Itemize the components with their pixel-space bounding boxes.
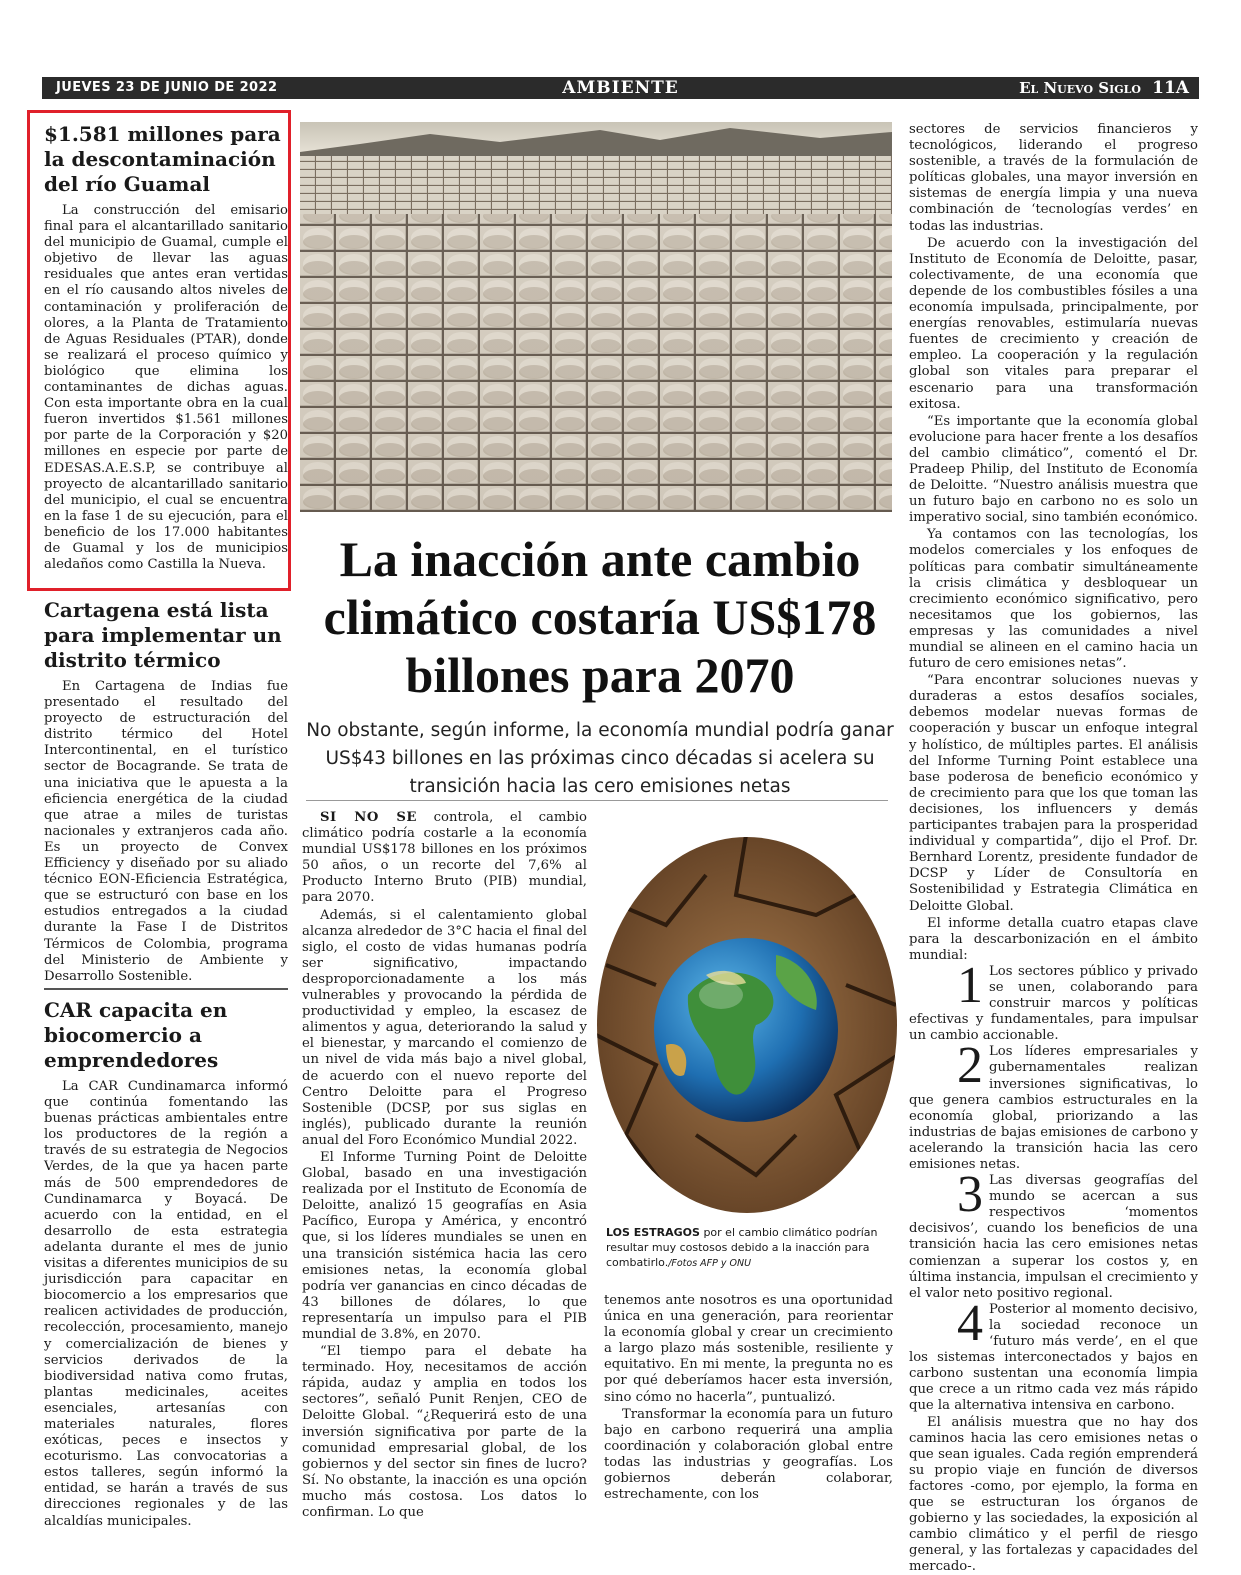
paragraph: El Informe Turning Point de Deloitte Global, basado en una investigación realizada por el Instituto de Economía de Deloitte, analizó 15 geografías en Asia Pacífico, Europa y América, y encontró que, si los líderes mundiales se unen en una transición sistémica hacia las cero emisiones netas, la economía global podría ver ganancias en cinco décadas de 43 billones de dólares, lo que representaría un impulso para el PIB mundial de 3.8%, en 2070. — [302, 1150, 587, 1343]
paragraph: El análisis muestra que no hay dos caminos hacia las cero emisiones netas o que sean iguales. Cada región emprenderá su propio viaje en función de diversos factores -como, por ejemplo, la forma en que se estructuran los órganos de gobierno y las sociedades, la exposición al cambio climático y el perfil de riesgo general, y las fortalezas y capacidades del mercado-. — [909, 1415, 1198, 1575]
step-2 — [909, 1044, 1198, 1173]
step-text: Los sectores público y privado se unen, colaborando para construir marcos y políticas efectivas y fundamentales, para impulsar un cambio accionable. — [909, 964, 1198, 1044]
paragraph: De acuerdo con la investigación del Instituto de Economía de Deloitte, pasar, colectivamente, de una economía que depende de los combustibles fósiles a una economía impulsada, principalmente, por energías renovables, estimularía nuevas fuentes de crecimiento y creación de empleo. La cooperación y la regulación global son vitales para preparar el escenario para una transformación exitosa. — [909, 236, 1198, 413]
issue-date: JUEVES 23 DE JUNIO DE 2022 — [56, 80, 277, 95]
paragraph: Además, si el calentamiento global alcanza alrededor de 3°C hacia el final del siglo, el costo de vidas humanas podría ser significativo, impactando desproporcionadamente a los más vulnerables y provocando la pérdida de productividad y empleo, la escasez de alimentos y agua, deteriorando la salud y el bienestar, y marcando el comienzo de un nivel de vida más bajo a nivel global, de acuerdo con el nuevo reporte del Centro Deloitte para el Progreso Sostenible (DCSP, por sus siglas en inglés), publicado durante la reunión anual del Foro Económico Mundial 2022. — [302, 908, 587, 1149]
brief-body: La CAR Cundinamarca informó que continúa fomentando las buenas prácticas ambientales entre los productores de la región a través de su estrategia de Negocios Verdes, de la que ya hacen parte más de 500 emprendedores de Cundinamarca y Boyacá. De acuerdo con la entidad, en el desarrollo de esta estrategia adelanta durante el mes de junio visitas a diferentes municipios de su jurisdicción para capacitar en biocomercio a los empresarios que realicen actividades de producción, recolección, procesamiento, manejo y comercialización de bienes y servicios derivados de la biodiversidad nativa como frutas, plantas medicinales, aceites esenciales, artesanías con materiales naturales, flores exóticas, peces e insectos y ecoturismo. Las convocatorias a estos talleres, según informó la entidad, se harán a través de sus direcciones regionales y de las alcaldías municipales. — [44, 1079, 288, 1530]
main-subhead: No obstante, según informe, la economía mundial podría ganar US$43 billones en las próximas cinco décadas si acelera su transición hacia las cero emisiones netas — [300, 717, 900, 801]
step-number: 2 — [957, 1046, 983, 1086]
brief-guamal — [44, 122, 288, 573]
photo-caption — [606, 1225, 896, 1271]
paragraph: controla, el cambio climático podría costarle a la economía mundial US$178 billones en los próximos 50 años, o un recorte del 7,6% al Producto Interno Bruto (PIB) mundial, para 2070. — [302, 810, 587, 905]
divider — [44, 988, 288, 990]
brief-title: $1.581 millones para la descontaminación del río Guamal — [44, 122, 288, 197]
globe-cracked-earth-photo — [596, 835, 898, 1215]
main-headline: La inacción ante cambio climático costaría US$178 billones para 2070 — [300, 530, 900, 704]
photo-credit: /Fotos AFP y ONU — [668, 1258, 751, 1269]
step-text: Las diversas geografías del mundo se acercan a sus respectivos ‘momentos decisivos’, cuando los beneficios de una transición hacia las cero emisiones netas comienzan a superar los costos y, en última instancia, impulsan el crecimiento y el valor neto positivo regional. — [909, 1173, 1198, 1302]
paragraph: “El tiempo para el debate ha terminado. Hoy, necesitamos de acción rápida, audaz y amplia en todos los sectores”, señaló Punit Renjen, CEO de Deloitte Global. “¿Requerirá esto de una inversión significativa por parte de la comunidad empresarial global, de los gobiernos y del sector sin fines de lucro? Sí. No obstante, la inacción es una opción mucho más costosa. Los datos lo confirman. Lo que — [302, 1344, 587, 1521]
step-4 — [909, 1302, 1198, 1415]
paragraph: Transformar la economía para un futuro bajo en carbono requerirá una amplia coordinación y colaboración global entre todas las industrias y geografías. Los gobiernos deberán colaborar, estrechamente, con los — [604, 1407, 893, 1504]
article-column-2 — [604, 1293, 893, 1503]
paragraph: El informe detalla cuatro etapas clave para la descarbonización en el ámbito mundial: — [909, 916, 1198, 964]
caption-lead: LOS ESTRAGOS — [606, 1226, 700, 1239]
brief-body: En Cartagena de Indias fue presentado el resultado del proyecto de estructuración del distrito térmico del Hotel Intercontinental, en el turístico sector de Bocagrande. Se trata de una iniciativa que le apuesta a la eficiencia energética de la ciudad que atrae a miles de turistas nacionales y extranjeros cada año. Es un proyecto de Convex Efficiency y diseñado por su aliado técnico EON-Eficiencia Estratégica, que se estructuró con base en los estudios entregados a la ciudad durante la Fase I de Distritos Térmicos de Colombia, programa del Ministerio de Ambiente y Desarrollo Sostenible. — [44, 679, 288, 985]
step-1 — [909, 964, 1198, 1044]
article-column-1 — [302, 810, 587, 1521]
paragraph: tenemos ante nosotros es una oportunidad única en una generación, para reorientar la economía global y crear un crecimiento a largo plazo más sostenible, resiliente y equitativo. En mi mente, la pregunta no es por qué deberíamos hacer esta inversión, sino cómo no hacerla”, puntualizó. — [604, 1293, 893, 1406]
caption-text: por el cambio climático podrían resultar muy costosos debido a la inacción para combatirlo. — [606, 1226, 878, 1269]
brief-title: CAR capacita en biocomercio a emprendedores — [44, 998, 288, 1073]
divider — [306, 800, 888, 801]
paragraph: “Es importante que la economía global evolucione para hacer frente a los desafíos del cambio climático”, comentó el Dr. Pradeep Philip, del Instituto de Economía de Deloitte. “Nuestro análisis muestra que un futuro bajo en carbono no es solo un imperativo social, sino también económico. — [909, 414, 1198, 527]
brief-cartagena — [44, 598, 288, 985]
section-title: AMBIENTE — [42, 78, 1199, 98]
brief-title: Cartagena está lista para implementar un distrito térmico — [44, 598, 288, 673]
paragraph: sectores de servicios financieros y tecnológicos, liderando el progreso sostenible, a través de la formulación de políticas globales, una mayor inversión en sistemas de energía limpia y una nueva combinación de ‘tecnologías verdes’ en todas las industrias. — [909, 122, 1198, 235]
article-column-3 — [909, 122, 1198, 1575]
newspaper-name: El Nuevo Siglo — [1019, 79, 1141, 97]
step-text: Los líderes empresariales y gubernamentales realizan inversiones significativas, lo que genera cambios estructurales en la economía global, priorizando a las industrias de bajas emisiones de carbono y acelerando la transición hacia las cero emisiones netas. — [909, 1044, 1198, 1173]
step-number: 4 — [957, 1304, 983, 1344]
step-3 — [909, 1173, 1198, 1302]
lead-words: SI NO SE — [320, 810, 417, 825]
page-header — [42, 77, 1199, 99]
dry-earth-photo — [300, 122, 892, 512]
brief-body: La construcción del emisario final para el alcantarillado sanitario del municipio de Guamal, cumple el objetivo de llevar las aguas residuales que antes eran vertidas en el río causando altos niveles de contaminación y proliferación de olores, a la Planta de Tratamiento de Aguas Residuales (PTAR), donde se realizará el proceso químico y biológico que elimina los contaminantes de dichas aguas. Con esta importante obra en la cual fueron invertidos $1.561 millones por parte de la Corporación y $20 millones en especie por parte de EDESAS.A.E.S.P, se contribuye al proyecto de alcantarillado sanitario del municipio, el cual se encuentra en la fase 1 de su ejecución, para el beneficio de los 17.000 habitantes de Guamal y los de municipios aledaños como Castilla la Nueva. — [44, 203, 288, 573]
brief-car — [44, 998, 288, 1530]
paragraph: “Para encontrar soluciones nuevas y duraderas a estos desafíos sociales, debemos modelar nuevas formas de cooperación y buscar un enfoque integral y holístico, de múltiples partes. El análisis del Informe Turning Point establece una base poderosa de beneficio económico y de crecimiento para que los que toman las decisiones, los influencers y demás participantes trabajen para la prosperidad individual y compartida”, dijo el Prof. Dr. Bernhard Lorentz, presidente fundador de DCSP y Líder de Consultoría en Sostenibilidad y Estrategia Climática en Deloitte Global. — [909, 673, 1198, 914]
step-number: 3 — [957, 1175, 983, 1215]
page-number: 11A — [1152, 78, 1189, 98]
step-text: Posterior al momento decisivo, la sociedad reconoce un ‘futuro más verde’, en el que los sistemas interconectados y bajos en carbono sustentan una economía limpia que crece a un ritmo cada vez más rápido que la alternativa intensiva en carbono. — [909, 1302, 1198, 1415]
paragraph: Ya contamos con las tecnologías, los modelos comerciales y los enfoques de políticas para combatir simultáneamente la crisis climática y desbloquear un crecimiento económico significativo, pero necesitamos que los gobiernos, las empresas y las comunidades a nivel mundial se alineen en el camino hacia un futuro de cero emisiones netas”. — [909, 527, 1198, 672]
step-number: 1 — [957, 966, 983, 1006]
